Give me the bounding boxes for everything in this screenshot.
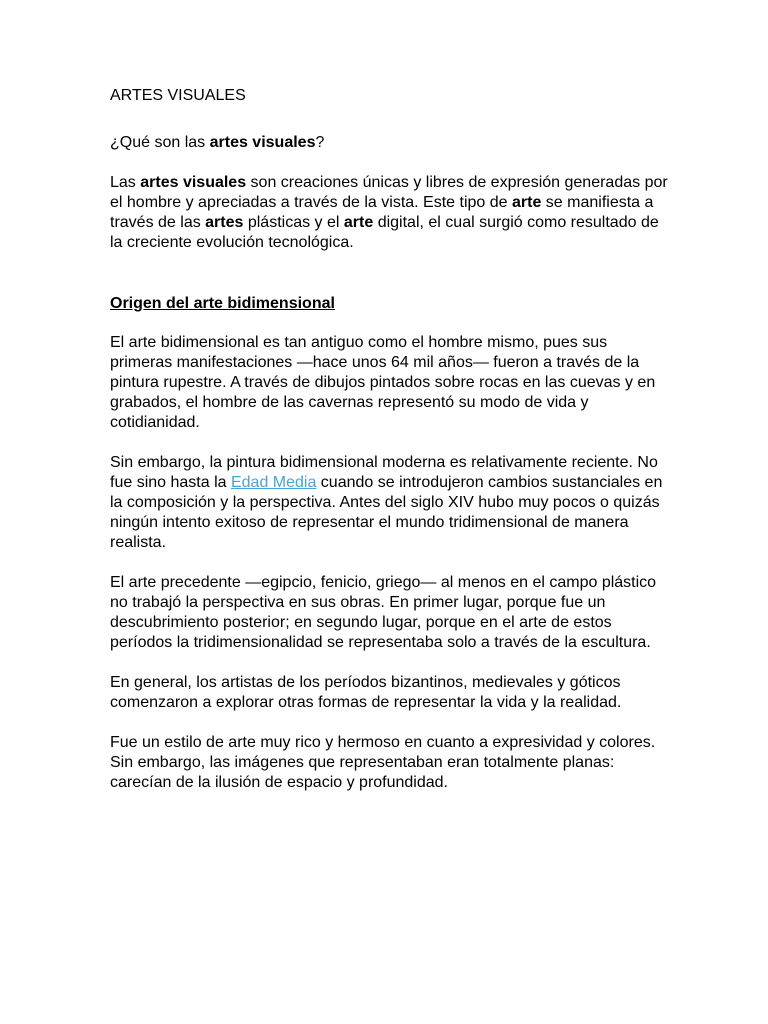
- document-page: [110, 86, 670, 793]
- intro-text-1: Las: [110, 174, 141, 191]
- question-mark: ?: [315, 134, 325, 151]
- paragraph-2-text-after: cuando se introdujeron cambios sustanciales en la composición y la perspectiva. Antes del siglo XIV hubo muy pocos o quizás ningún intento exitoso de representar el mundo tridimensional de manera realista.: [110, 474, 663, 551]
- document-title: ARTES VISUALES: [110, 87, 246, 104]
- intro-bold-3: artes: [205, 214, 244, 231]
- paragraph-5: Fue un estilo de arte muy rico y hermoso en cuanto a expresividad y colores. Sin embargo, las imágenes que representaban eran totalmente planas: carecían de la ilusión de espacio y profundidad.: [110, 734, 656, 791]
- question-line: [110, 133, 670, 153]
- question-bold-term: artes visuales: [209, 134, 316, 151]
- intro-text-2: son creaciones únicas y libres de expresión generadas por el hombre y apreciadas a través de la vista. Este tipo de: [110, 174, 668, 211]
- section-heading: Origen del arte bidimensional: [110, 295, 335, 312]
- intro-text-4: plásticas y el: [243, 214, 344, 231]
- paragraph-4: En general, los artistas de los períodos bizantinos, medievales y góticos comenzaron a explorar otras formas de representar la vida y la realidad.: [110, 674, 622, 711]
- intro-text-3: se manifiesta a través de las: [110, 194, 654, 231]
- paragraph-3: El arte precedente —egipcio, fenicio, griego— al menos en el campo plástico no trabajó la perspectiva en sus obras. En primer lugar, porque fue un descubrimiento posterior; en segundo lugar, porque en el arte de estos períodos la tridimensionalidad se representaba solo a través de la escultura.: [110, 574, 657, 651]
- edad-media-link[interactable]: Edad Media: [230, 474, 317, 491]
- intro-bold-2: arte: [512, 194, 542, 211]
- intro-paragraph: [110, 173, 670, 253]
- intro-bold-1: artes visuales: [140, 174, 247, 191]
- paragraph-2: [110, 453, 670, 553]
- paragraph-2-text-before: Sin embargo, la pintura bidimensional moderna es relativamente reciente. No fue sino hasta la: [110, 454, 658, 491]
- intro-text-5: digital, el cual surgió como resultado de la creciente evolución tecnológica.: [110, 214, 659, 251]
- intro-bold-4: arte: [343, 214, 374, 231]
- paragraph-1: El arte bidimensional es tan antiguo como el hombre mismo, pues sus primeras manifestaciones —hace unos 64 mil años— fueron a través de la pintura rupestre. A través de dibujos pintados sobre rocas en las cuevas y en grabados, el hombre de las cavernas representó su modo de vida y cotidianidad.: [110, 334, 656, 431]
- question-text: ¿Qué son las: [110, 134, 210, 151]
